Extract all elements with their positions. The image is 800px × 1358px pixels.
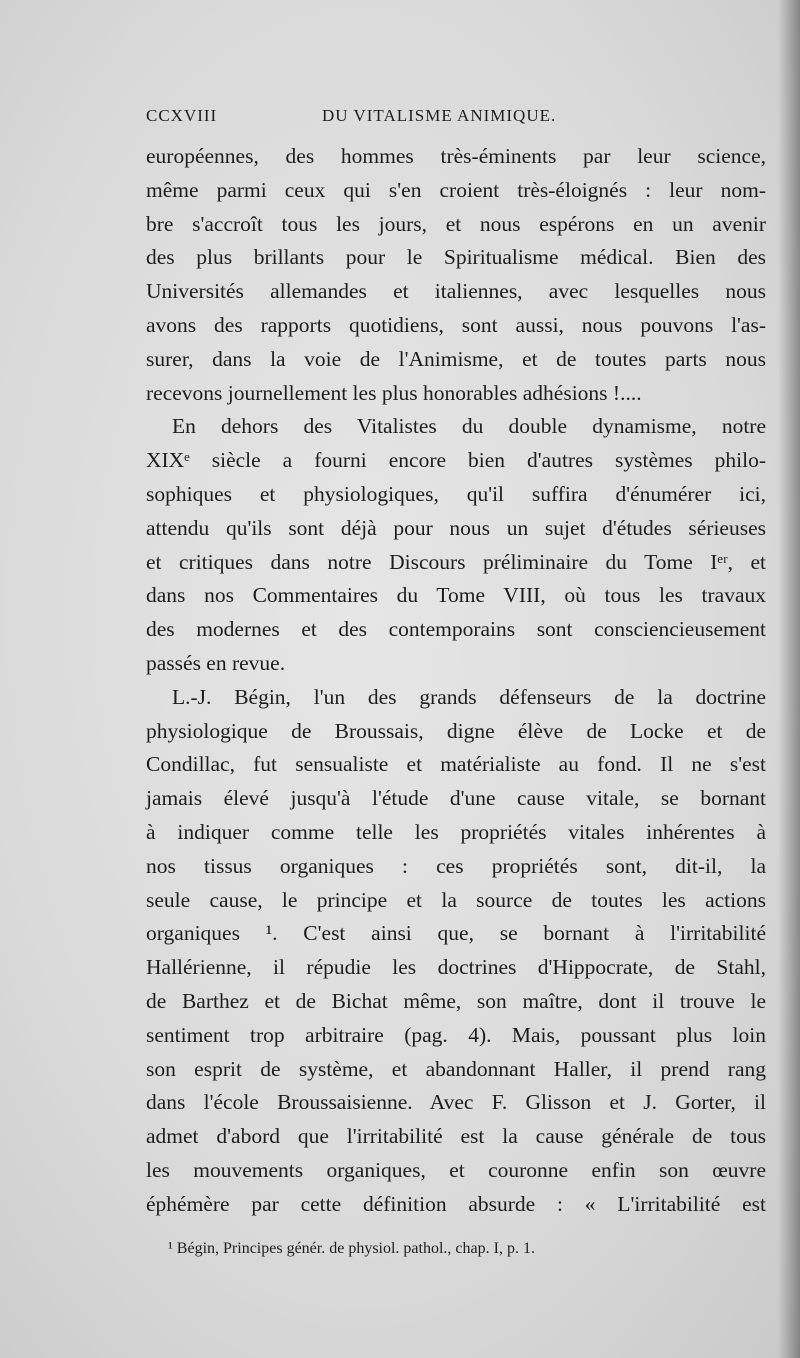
text-line: nos tissus organiques : ces propriétés sont, dit-il, la (146, 853, 766, 878)
page-number: CCXVIII (146, 106, 218, 125)
text-line: son esprit de système, et abandonnant Haller, il prend rang (146, 1056, 766, 1081)
text-line: attendu qu'ils sont déjà pour nous un sujet d'études sérieuses (146, 515, 766, 540)
text-line: surer, dans la voie de l'Animisme, et de toutes parts nous (146, 346, 766, 371)
text-line: et critiques dans notre Discours préliminaire du Tome Iᵉʳ, et (146, 549, 766, 574)
footnote-separator (146, 1228, 766, 1229)
text-line: des plus brillants pour le Spiritualisme médical. Bien des (146, 245, 766, 270)
text-line: Universités allemandes et italiennes, avec lesquelles nous (146, 279, 766, 304)
text-line: physiologique de Broussais, digne élève de Locke et de (146, 718, 766, 743)
text-line: L.-J. Bégin, l'un des grands défenseurs de la doctrine (172, 684, 766, 709)
text-line: jamais élevé jusqu'à l'étude d'une cause vitale, se bornant (146, 786, 766, 811)
text-line: à indiquer comme telle les propriétés vitales inhérentes à (146, 819, 766, 844)
text-line: des modernes et des contemporains sont consciencieusement (146, 617, 766, 642)
page-edge-shadow (778, 0, 800, 1358)
text-line: sentiment trop arbitraire (pag. 4). Mais, poussant plus loin (146, 1022, 766, 1047)
text-line: admet d'abord que l'irritabilité est la cause générale de tous (146, 1124, 766, 1149)
text-line: de Barthez et de Bichat même, son maître, dont il trouve le (146, 988, 766, 1013)
body-text (146, 140, 766, 1222)
text-line: Condillac, fut sensualiste et matérialiste au fond. Il ne s'est (146, 752, 766, 777)
text-line: bre s'accroît tous les jours, et nous espérons en un avenir (146, 211, 766, 236)
text-line: XIXᵉ siècle a fourni encore bien d'autres systèmes philo- (146, 448, 766, 473)
text-line: dans nos Commentaires du Tome VIII, où tous les travaux (146, 583, 766, 608)
text-line: éphémère par cette définition absurde : « L'irritabilité est (146, 1191, 766, 1216)
text-line: Hallérienne, il répudie les doctrines d'Hippocrate, de Stahl, (146, 955, 766, 980)
text-line: organiques ¹. C'est ainsi que, se bornant à l'irritabilité (146, 921, 766, 946)
page-header (146, 106, 766, 130)
text-line: même parmi ceux qui s'en croient très-éloignés : leur nom- (146, 177, 766, 202)
text-line: passés en revue. (146, 650, 286, 675)
text-line: sophiques et physiologiques, qu'il suffira d'énumérer ici, (146, 481, 766, 506)
text-line: seule cause, le principe et la source de toutes les actions (146, 887, 766, 912)
text-line: européennes, des hommes très-éminents par leur science, (146, 144, 766, 168)
text-line: recevons journellement les plus honorables adhésions !.... (146, 380, 642, 405)
text-line: les mouvements organiques, et couronne enfin son œuvre (146, 1157, 766, 1182)
text-line: avons des rapports quotidiens, sont aussi, nous pouvons l'as- (146, 312, 766, 337)
footnote: ¹ Bégin, Principes génér. de physiol. pathol., chap. I, p. 1. (168, 1240, 535, 1257)
text-line: dans l'école Broussaisienne. Avec F. Glisson et J. Gorter, il (146, 1090, 766, 1115)
text-line: En dehors des Vitalistes du double dynamisme, notre (172, 414, 766, 439)
running-title: DU VITALISME ANIMIQUE. (322, 106, 557, 125)
